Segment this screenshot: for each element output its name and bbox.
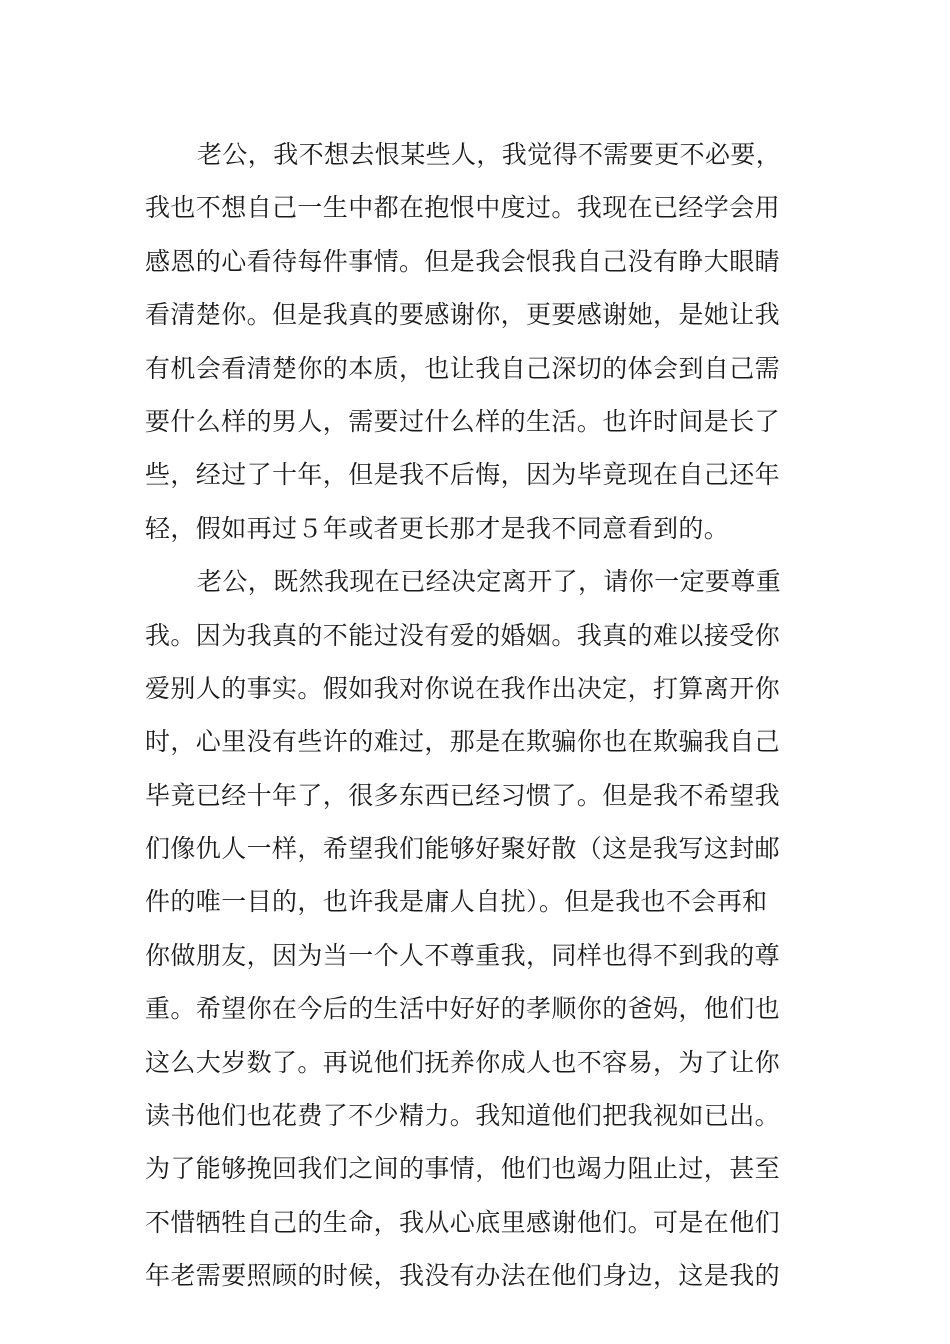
- text-line: 看清楚你。但是我真的要感谢你，更要感谢她，是她让我: [145, 300, 781, 330]
- text-line: 毕竟已经十年了，很多东西已经习惯了。但是我不希望我: [145, 780, 781, 810]
- text-line: 为了能够挽回我们之间的事情，他们也竭力阻止过，甚至: [145, 1154, 781, 1184]
- text-line: 我。因为我真的不能过没有爱的婚姻。我真的难以接受你: [145, 620, 781, 650]
- letter-body: [145, 128, 810, 1303]
- text-line: 时，心里没有些许的难过，那是在欺骗你也在欺骗我自己: [145, 727, 781, 757]
- text-line: 读书他们也花费了不少精力。我知道他们把我视如已出。: [145, 1101, 781, 1131]
- text-line: 年老需要照顾的时候，我没有办法在他们身边，这是我的: [145, 1261, 781, 1291]
- text-line: 些，经过了十年，但是我不后悔，因为毕竟现在自己还年: [145, 460, 781, 490]
- text-line: 件的唯一目的，也许我是庸人自扰）。但是我也不会再和: [145, 887, 768, 917]
- paragraph-2: [145, 555, 810, 1302]
- text-line: 轻，假如再过５年或者更长那才是我不同意看到的。: [145, 513, 730, 543]
- text-line: 感恩的心看待每件事情。但是我会恨我自己没有睁大眼睛: [145, 246, 781, 276]
- paragraph-1: [145, 128, 810, 555]
- text-line: 老公，既然我现在已经决定离开了，请你一定要尊重: [197, 567, 782, 597]
- text-line: 不惜牺牲自己的生命，我从心底里感谢他们。可是在他们: [145, 1207, 781, 1237]
- text-line: 你做朋友，因为当一个人不尊重我，同样也得不到我的尊: [145, 940, 781, 970]
- text-line: 我也不想自己一生中都在抱恨中度过。我现在已经学会用: [145, 193, 781, 223]
- text-line: 老公，我不想去恨某些人，我觉得不需要更不必要，: [197, 140, 782, 169]
- text-line: 爱别人的事实。假如我对你说在我作出决定，打算离开你: [145, 673, 781, 703]
- text-line: 这么大岁数了。再说他们抚养你成人也不容易，为了让你: [145, 1047, 781, 1077]
- text-line: 们像仇人一样，希望我们能够好聚好散（这是我写这封邮: [145, 834, 781, 864]
- text-line: 有机会看清楚你的本质，也让我自己深切的体会到自己需: [145, 353, 781, 383]
- text-line: 要什么样的男人，需要过什么样的生活。也许时间是长了: [145, 406, 781, 436]
- text-line: 重。希望你在今后的生活中好好的孝顺你的爸妈，他们也: [145, 994, 781, 1024]
